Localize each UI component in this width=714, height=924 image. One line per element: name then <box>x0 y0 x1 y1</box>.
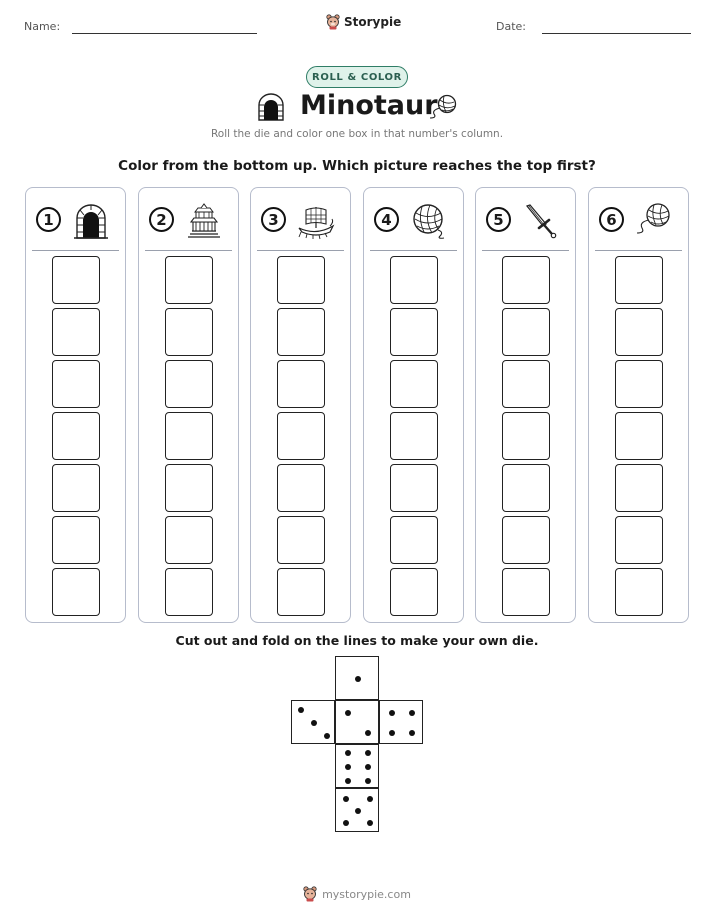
color-box[interactable] <box>52 308 100 356</box>
brand-logo <box>326 14 401 30</box>
die-pip <box>365 764 371 770</box>
color-box[interactable] <box>502 464 550 512</box>
column-header <box>589 188 688 250</box>
footer-url: mystorypie.com <box>322 887 411 901</box>
die-pip <box>343 820 349 826</box>
color-box[interactable] <box>502 516 550 564</box>
name-label: Name: <box>24 20 61 33</box>
column-divider <box>257 250 344 251</box>
column-number: 6 <box>599 207 624 232</box>
column-header <box>364 188 463 250</box>
die-face-6 <box>335 744 379 788</box>
brand-name: Storypie <box>344 15 402 29</box>
die-pip <box>345 778 351 784</box>
die-pip <box>355 676 361 682</box>
bear-mascot-icon <box>303 886 317 902</box>
color-box[interactable] <box>165 308 213 356</box>
color-box[interactable] <box>615 360 663 408</box>
page-title: Minotaur <box>300 90 438 121</box>
die-face-2 <box>335 700 379 744</box>
labyrinth-gate-icon <box>72 202 110 240</box>
color-box[interactable] <box>165 516 213 564</box>
column-divider <box>145 250 232 251</box>
column-number: 3 <box>261 207 286 232</box>
color-box[interactable] <box>390 256 438 304</box>
sword-icon <box>522 202 560 240</box>
color-box[interactable] <box>390 516 438 564</box>
color-box[interactable] <box>615 256 663 304</box>
die-pip <box>389 710 395 716</box>
color-box[interactable] <box>390 360 438 408</box>
palace-icon <box>185 202 223 240</box>
color-box[interactable] <box>502 308 550 356</box>
die-pip <box>345 710 351 716</box>
column-5 <box>475 187 576 623</box>
color-box[interactable] <box>502 412 550 460</box>
die-pip <box>367 820 373 826</box>
column-header <box>139 188 238 250</box>
die-instruction: Cut out and fold on the lines to make your own die. <box>175 633 539 648</box>
column-number: 2 <box>149 207 174 232</box>
column-6 <box>588 187 689 623</box>
color-box[interactable] <box>277 412 325 460</box>
color-box[interactable] <box>52 256 100 304</box>
die-pip <box>365 730 371 736</box>
column-divider <box>482 250 569 251</box>
color-box[interactable] <box>390 412 438 460</box>
color-box[interactable] <box>165 464 213 512</box>
color-box[interactable] <box>165 568 213 616</box>
color-box[interactable] <box>165 412 213 460</box>
die-pip <box>355 808 361 814</box>
color-box[interactable] <box>165 256 213 304</box>
ship-icon <box>297 202 335 240</box>
instruction-text: Color from the bottom up. Which picture reaches the top first? <box>118 158 596 174</box>
column-2 <box>138 187 239 623</box>
color-box[interactable] <box>615 516 663 564</box>
color-box[interactable] <box>502 568 550 616</box>
die-pip <box>345 764 351 770</box>
date-line[interactable] <box>542 33 691 34</box>
activity-badge: ROLL & COLOR <box>306 66 408 88</box>
color-box[interactable] <box>390 568 438 616</box>
die-pip <box>389 730 395 736</box>
die-pip <box>324 733 330 739</box>
color-box[interactable] <box>277 360 325 408</box>
color-box[interactable] <box>615 464 663 512</box>
column-1 <box>25 187 126 623</box>
die-pip <box>409 710 415 716</box>
color-box[interactable] <box>277 516 325 564</box>
color-box[interactable] <box>277 568 325 616</box>
die-face-5 <box>335 788 379 832</box>
bear-mascot-icon <box>326 14 340 30</box>
yarn-thread-icon <box>635 202 673 240</box>
yarn-ball-icon <box>428 94 458 120</box>
die-face-3 <box>291 700 335 744</box>
color-box[interactable] <box>502 360 550 408</box>
color-box[interactable] <box>277 256 325 304</box>
column-divider <box>370 250 457 251</box>
subtitle: Roll the die and color one box in that number's column. <box>210 128 504 140</box>
column-number: 4 <box>374 207 399 232</box>
column-divider <box>32 250 119 251</box>
color-box[interactable] <box>502 256 550 304</box>
die-face-4 <box>379 700 423 744</box>
color-box[interactable] <box>52 464 100 512</box>
color-box[interactable] <box>615 568 663 616</box>
column-number: 1 <box>36 207 61 232</box>
die-pip <box>365 778 371 784</box>
color-box[interactable] <box>52 568 100 616</box>
color-box[interactable] <box>277 464 325 512</box>
date-label: Date: <box>496 20 526 33</box>
color-box[interactable] <box>615 308 663 356</box>
column-3 <box>250 187 351 623</box>
die-pip <box>298 707 304 713</box>
color-box[interactable] <box>277 308 325 356</box>
column-divider <box>595 250 682 251</box>
column-4 <box>363 187 464 623</box>
yarn-ball-icon <box>410 202 448 240</box>
die-pip <box>367 796 373 802</box>
column-header <box>251 188 350 250</box>
color-box[interactable] <box>52 516 100 564</box>
die-pip <box>345 750 351 756</box>
column-header <box>476 188 575 250</box>
die-pip <box>311 720 317 726</box>
footer <box>0 886 714 902</box>
color-box[interactable] <box>52 412 100 460</box>
color-box[interactable] <box>390 308 438 356</box>
die-face-1 <box>335 656 379 700</box>
column-header <box>26 188 125 250</box>
color-box[interactable] <box>615 412 663 460</box>
die-pip <box>409 730 415 736</box>
color-box[interactable] <box>52 360 100 408</box>
column-number: 5 <box>486 207 511 232</box>
name-line[interactable] <box>72 33 257 34</box>
labyrinth-gate-icon <box>256 93 286 121</box>
die-pip <box>343 796 349 802</box>
color-box[interactable] <box>390 464 438 512</box>
color-box[interactable] <box>165 360 213 408</box>
die-pip <box>365 750 371 756</box>
